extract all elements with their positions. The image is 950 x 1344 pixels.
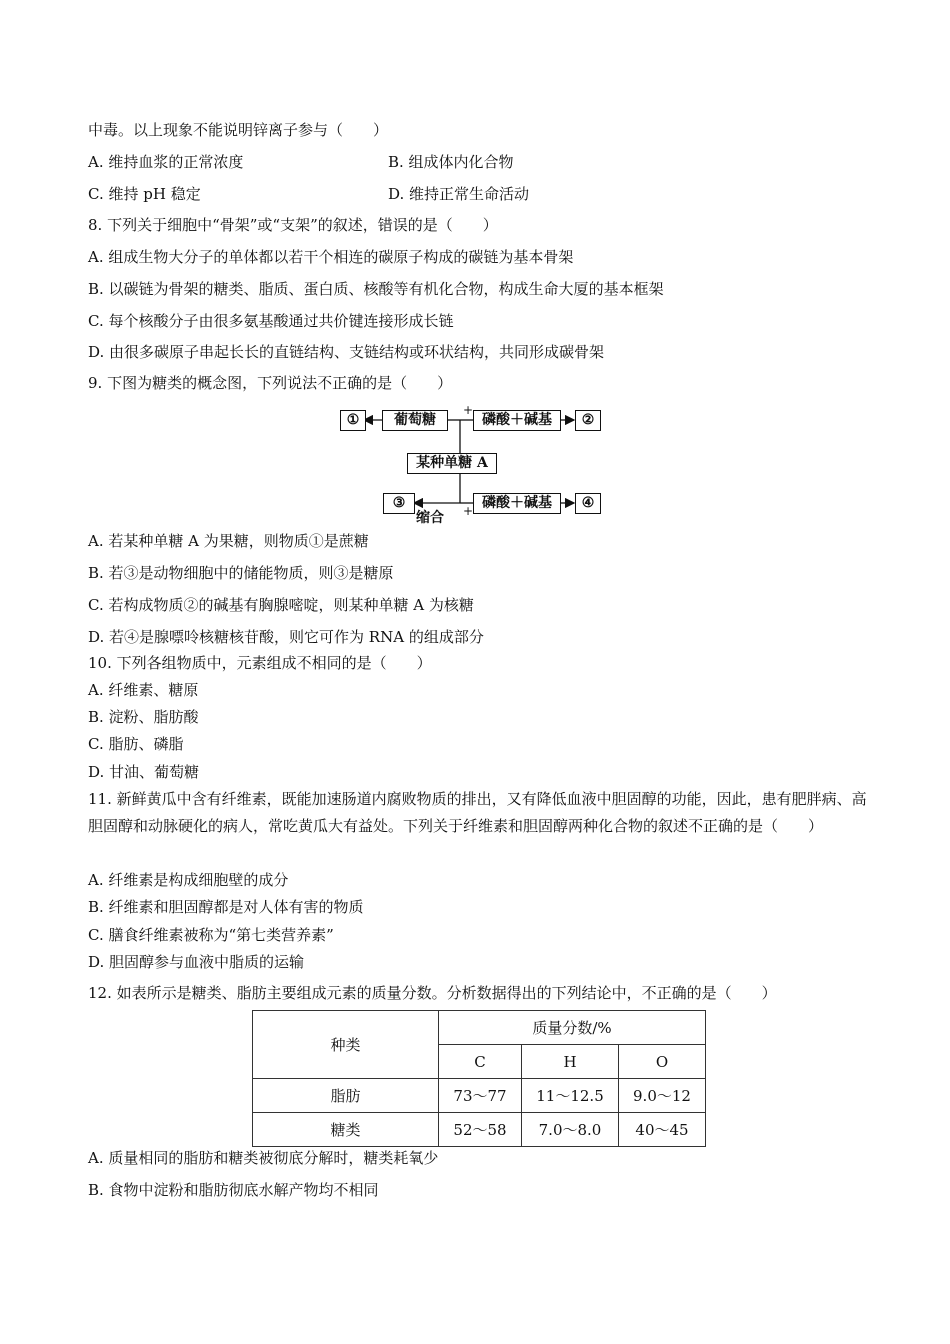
table-row <box>253 1079 706 1113</box>
header-col-h: H <box>522 1045 619 1079</box>
header-mass-fraction: 质量分数/% <box>439 1011 706 1045</box>
q11-option-c: C. 膳食纤维素被称为“第七类营养素” <box>88 926 334 944</box>
header-col-c: C <box>439 1045 522 1079</box>
q10-option-a: A. 纤维素、糖原 <box>88 681 199 699</box>
q7-option-b: B. 组成体内化合物 <box>388 153 514 171</box>
sugar-concept-diagram <box>330 400 620 530</box>
cell-h: 7.0～8.0 <box>522 1113 619 1147</box>
q12-stem: 12. 如表所示是糖类、脂肪主要组成元素的质量分数。分析数据得出的下列结论中，不正确的是（ ） <box>88 984 777 1002</box>
q8-option-d: D. 由很多碳原子串起长长的直链结构、支链结构或环状结构，共同形成碳骨架 <box>88 343 605 361</box>
row-name: 脂肪 <box>253 1079 439 1113</box>
cell-h: 11～12.5 <box>522 1079 619 1113</box>
circle-3-box: ③ <box>383 493 415 514</box>
cell-o: 9.0～12 <box>619 1079 706 1113</box>
q11-option-d: D. 胆固醇参与血液中脂质的运输 <box>88 953 305 971</box>
q8-option-a: A. 组成生物大分子的单体都以若干个相连的碳原子构成的碳链为基本骨架 <box>88 248 574 266</box>
q9-stem: 9. 下图为糖类的概念图，下列说法不正确的是（ ） <box>88 374 453 392</box>
circle-1-box: ① <box>340 410 366 431</box>
q9-option-c: C. 若构成物质②的碱基有胸腺嘧啶，则某种单糖 A 为核糖 <box>88 596 474 614</box>
row-name: 糖类 <box>253 1113 439 1147</box>
plus-top: + <box>463 403 474 417</box>
q11-option-b: B. 纤维素和胆固醇都是对人体有害的物质 <box>88 898 364 916</box>
q7-option-d: D. 维持正常生命活动 <box>388 185 530 203</box>
q8-option-b: B. 以碳链为骨架的糖类、脂质、蛋白质、核酸等有机化合物，构成生命大厦的基本框架 <box>88 280 664 298</box>
q8-stem: 8. 下列关于细胞中“骨架”或“支架”的叙述，错误的是（ ） <box>88 216 498 234</box>
q7-stem: 中毒。以上现象不能说明锌离子参与（ ） <box>88 121 389 139</box>
element-mass-table <box>252 1010 706 1147</box>
q12-option-b: B. 食物中淀粉和脂肪彻底水解产物均不相同 <box>88 1181 379 1199</box>
q7-option-a: A. 维持血浆的正常浓度 <box>88 153 244 171</box>
glucose-box: 葡萄糖 <box>382 410 448 431</box>
q11-stem: 11. 新鲜黄瓜中含有纤维素，既能加速肠道内腐败物质的排出，又有降低血液中胆固醇的功能，因此，患有肥胖病、高胆固醇和动脉硬化的病人，常吃黄瓜大有益处。下列关于纤维素和胆固醇两种化合物的叙述不正确的是（ ） <box>88 790 867 835</box>
q12-option-a: A. 质量相同的脂肪和糖类被彻底分解时，糖类耗氧少 <box>88 1149 439 1167</box>
cell-c: 73～77 <box>439 1079 522 1113</box>
q7-option-c: C. 维持 pH 稳定 <box>88 185 201 203</box>
q10-option-b: B. 淀粉、脂肪酸 <box>88 708 199 726</box>
q10-option-c: C. 脂肪、磷脂 <box>88 735 184 753</box>
q9-option-b: B. 若③是动物细胞中的储能物质，则③是糖原 <box>88 564 394 582</box>
q10-stem: 10. 下列各组物质中，元素组成不相同的是（ ） <box>88 654 432 672</box>
q9-option-d: D. 若④是腺嘌呤核糖核苷酸，则它可作为 RNA 的组成部分 <box>88 628 484 646</box>
phosphate-base-bottom-box: 磷酸＋碱基 <box>473 493 561 514</box>
phosphate-base-top-box: 磷酸＋碱基 <box>473 410 561 431</box>
monosaccharide-a-box: 某种单糖 A <box>407 453 497 474</box>
q9-option-a: A. 若某种单糖 A 为果糖，则物质①是蔗糖 <box>88 532 369 550</box>
circle-2-box: ② <box>575 410 601 431</box>
cell-o: 40～45 <box>619 1113 706 1147</box>
table-row <box>253 1113 706 1147</box>
q10-option-d: D. 甘油、葡萄糖 <box>88 763 200 781</box>
cell-c: 52～58 <box>439 1113 522 1147</box>
condensation-label: 缩合 <box>416 510 444 526</box>
header-col-o: O <box>619 1045 706 1079</box>
q8-option-c: C. 每个核酸分子由很多氨基酸通过共价键连接形成长链 <box>88 312 454 330</box>
q11-option-a: A. 纤维素是构成细胞壁的成分 <box>88 871 289 889</box>
header-kind: 种类 <box>253 1011 439 1079</box>
plus-bottom: + <box>463 504 474 518</box>
circle-4-box: ④ <box>575 493 601 514</box>
